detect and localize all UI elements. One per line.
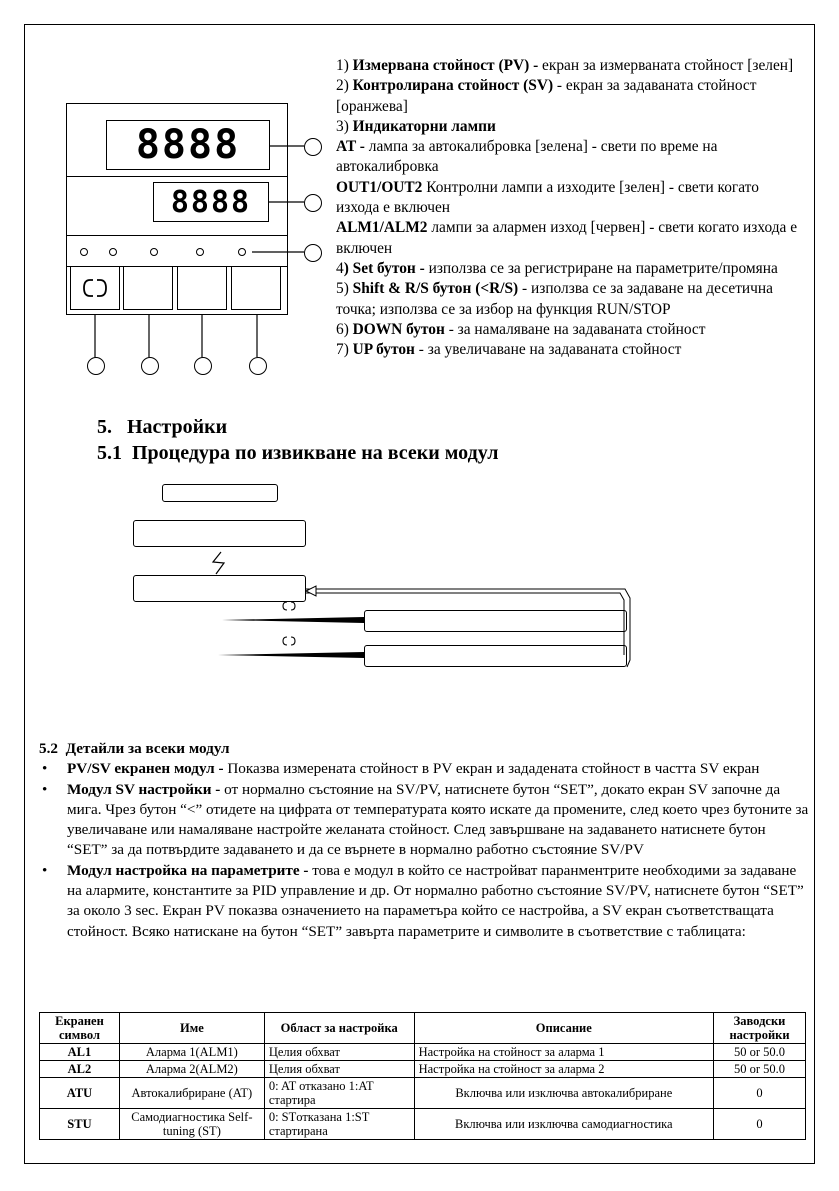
table-row [40,1078,806,1109]
callout-marker [87,357,105,375]
pv-digits: 8888 [135,122,241,168]
description-cell: Включва или изключва автокалибриране [414,1078,713,1109]
callout-marker [304,138,322,156]
legend-item: 6) DOWN бутон - за намаляване на задаваната стойност [336,320,706,338]
default-cell: 50 or 50.0 [714,1061,806,1078]
column-header: Екранен символ [40,1013,120,1044]
list-item: • PV/SV екранен модул - Показва измерената стойност в PV екран и зададената стойност в частта SV екран [67,759,809,779]
section-5-1-heading: 5.1 Процедура по извикване на всеки модул [97,442,499,464]
symbol-cell: ATU [40,1078,120,1109]
panel-legend [336,56,806,360]
default-cell: 50 or 50.0 [714,1044,806,1061]
parameter-table [39,1012,806,1140]
default-cell: 0 [714,1078,806,1109]
column-header: Описание [414,1013,713,1044]
range-cell: Целия обхват [264,1061,414,1078]
symbol-cell: AL1 [40,1044,120,1061]
name-cell: Аларма 2(ALM2) [119,1061,264,1078]
list-item: • Модул настройка на параметрите - това е модул в който се настройват паранментрите необходими за задаване на алармите, константите за PID управление и др. От нормално работно състояние SV/PV, натиснете бутон “SET” за около 3 sec. Екран PV показва означението на параметъра който се настройва, а SV екран съответстващата стойност. Всяко натискане на бутон “SET” завърта параметрите и символите в съответствие с таблицата: [67,861,809,942]
callout-marker [304,194,322,212]
callout-marker [194,357,212,375]
section-5-heading: 5. Настройки [97,416,228,438]
description-cell: Настройка на стойност за аларма 1 [414,1044,713,1061]
table-row [40,1061,806,1078]
legend-item: 4) Set бутон - използва се за регистриране на параметрите/промяна [336,259,778,277]
default-cell: 0 [714,1109,806,1140]
legend-item: 2) Контролирана стойност (SV) - екран за задаваната стойност [оранжева] [336,77,757,115]
legend-item: 3) Индикаторни лампи [336,117,496,135]
column-header: Заводски настройки [714,1013,806,1044]
range-cell: 0: STотказана 1:ST стартирана [264,1109,414,1140]
name-cell: Автокалибриране (AT) [119,1078,264,1109]
flow-box-power [162,484,278,502]
section-5-2 [39,739,809,942]
legend-item: 7) UP бутон - за увеличаване на задаваната стойност [336,341,682,359]
range-cell: Целия обхват [264,1044,414,1061]
legend-item: AT - лампа за автокалибровка [зелена] - свети по време на автокалибровка [336,138,718,176]
callout-marker [141,357,159,375]
module-details-list [39,759,809,942]
description-cell: Включва или изключва самодиагностика [414,1109,713,1140]
symbol-cell: STU [40,1109,120,1140]
name-cell: Аларма 1(ALM1) [119,1044,264,1061]
column-header: Област за настройка [264,1013,414,1044]
legend-item: ALM1/ALM2 лампи за алармен изход [червен] - свети когато изхода е включен [336,219,798,257]
description-cell: Настройка на стойност за аларма 2 [414,1061,713,1078]
name-cell: Самодиагностика Self-tuning (ST) [119,1109,264,1140]
sv-digits: 8888 [170,184,252,220]
table-row [40,1109,806,1140]
callout-marker [304,244,322,262]
section-5-2-heading: 5.2 Детайли за всеки модул [39,740,230,757]
symbol-cell: AL2 [40,1061,120,1078]
legend-item: OUT1/OUT2 Контролни лампи а изходите [зелен] - свети когато изхода е включен [336,178,759,217]
legend-item: 5) Shift & R/S бутон (<R/S) - използва се за задаване на десетична точка; използва се за избор на функция RUN/STOP [336,280,773,318]
column-header: Име [119,1013,264,1044]
table-header-row [40,1013,806,1044]
table-row [40,1044,806,1061]
flow-connectors [0,540,839,680]
range-cell: 0: AT отказано 1:AT стартира [264,1078,414,1109]
list-item: • Модул SV настройки - от нормално състояние на SV/PV, натиснете бутон “SET”, докато екран SV започне да мига. Чрез бутон “<” отидете на цифрата от температурата която искате да промените, след което чрез бутоните за увеличаване или намаляване настройте желаната стойност. След завършване на задаването натиснете бутон “SET” за да потвърдите задаването и да се върнете в нормално работно състояние SV/PV [67,780,809,861]
legend-item: 1) Измервана стойност (PV) - екран за измерваната стойност [зелен] [336,57,794,74]
callout-marker [249,357,267,375]
